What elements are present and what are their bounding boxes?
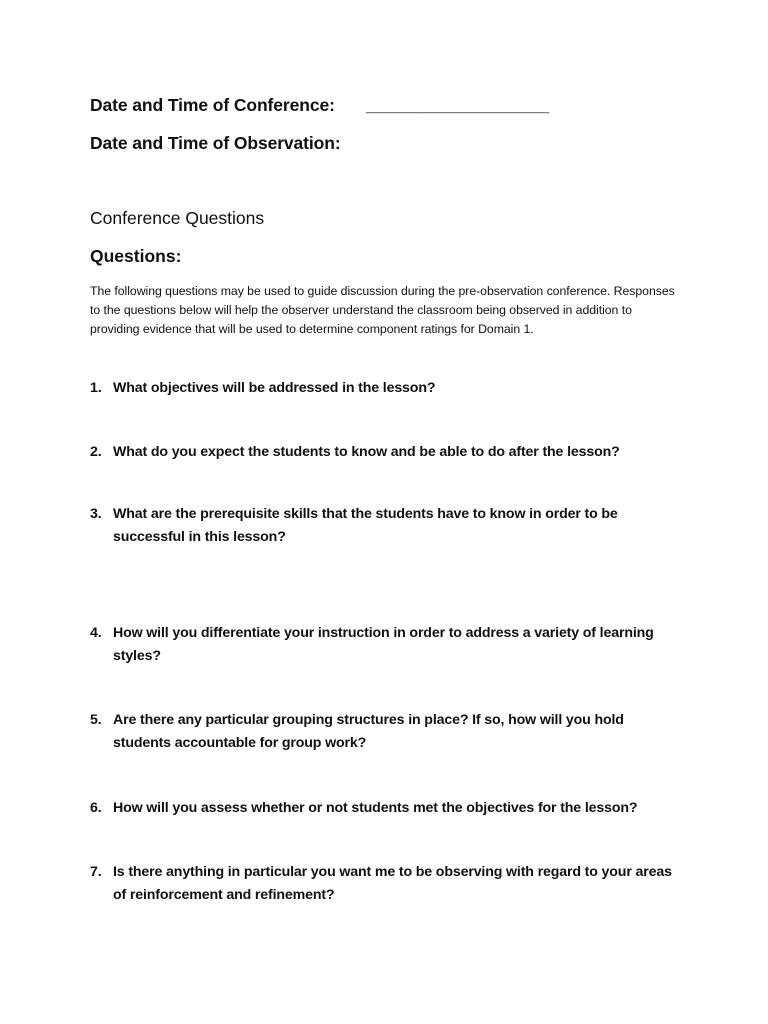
conference-date-blank: ___________________ — [366, 95, 550, 115]
conference-date-field — [90, 95, 550, 116]
question-number: 3. — [90, 506, 102, 522]
intro-paragraph: The following questions may be used to guide discussion during the pre-observation conference. Responses to the questions below will help the observer understand the classroom being observed in addition to providing evidence that will be used to determine component ratings for Domain 1. — [90, 284, 675, 336]
question-text: What objectives will be addressed in the lesson? — [113, 380, 436, 396]
question-number: 1. — [90, 380, 102, 396]
question-text: Are there any particular grouping structures in place? If so, how will you hold students accountable for group work? — [113, 712, 624, 751]
question-number: 2. — [90, 444, 102, 460]
question-number: 4. — [90, 625, 102, 641]
observation-date-label: Date and Time of Observation: — [90, 133, 341, 153]
question-text: How will you assess whether or not students met the objectives for the lesson? — [113, 800, 638, 816]
question-text: What are the prerequisite skills that the students have to know in order to be successful in this lesson? — [113, 506, 618, 545]
question-number: 6. — [90, 800, 102, 816]
question-text: What do you expect the students to know and be able to do after the lesson? — [113, 444, 620, 460]
question-text: How will you differentiate your instruction in order to address a variety of learning styles? — [113, 625, 654, 664]
document-page — [90, 0, 690, 1024]
question-item-6 — [90, 797, 685, 820]
question-text: Is there anything in particular you want me to be observing with regard to your areas of reinforcement and refinement? — [113, 864, 672, 903]
conference-date-label: Date and Time of Conference: — [90, 95, 335, 115]
question-number: 7. — [90, 864, 102, 880]
question-item-1 — [90, 377, 685, 400]
question-number: 5. — [90, 712, 102, 728]
question-item-7 — [90, 861, 685, 906]
questions-heading: Questions: — [90, 246, 182, 266]
question-item-2 — [90, 441, 685, 464]
question-item-4 — [90, 622, 685, 667]
question-item-5 — [90, 709, 685, 754]
observation-date-field — [90, 133, 341, 154]
section-title: Conference Questions — [90, 208, 265, 228]
question-item-3 — [90, 503, 685, 548]
